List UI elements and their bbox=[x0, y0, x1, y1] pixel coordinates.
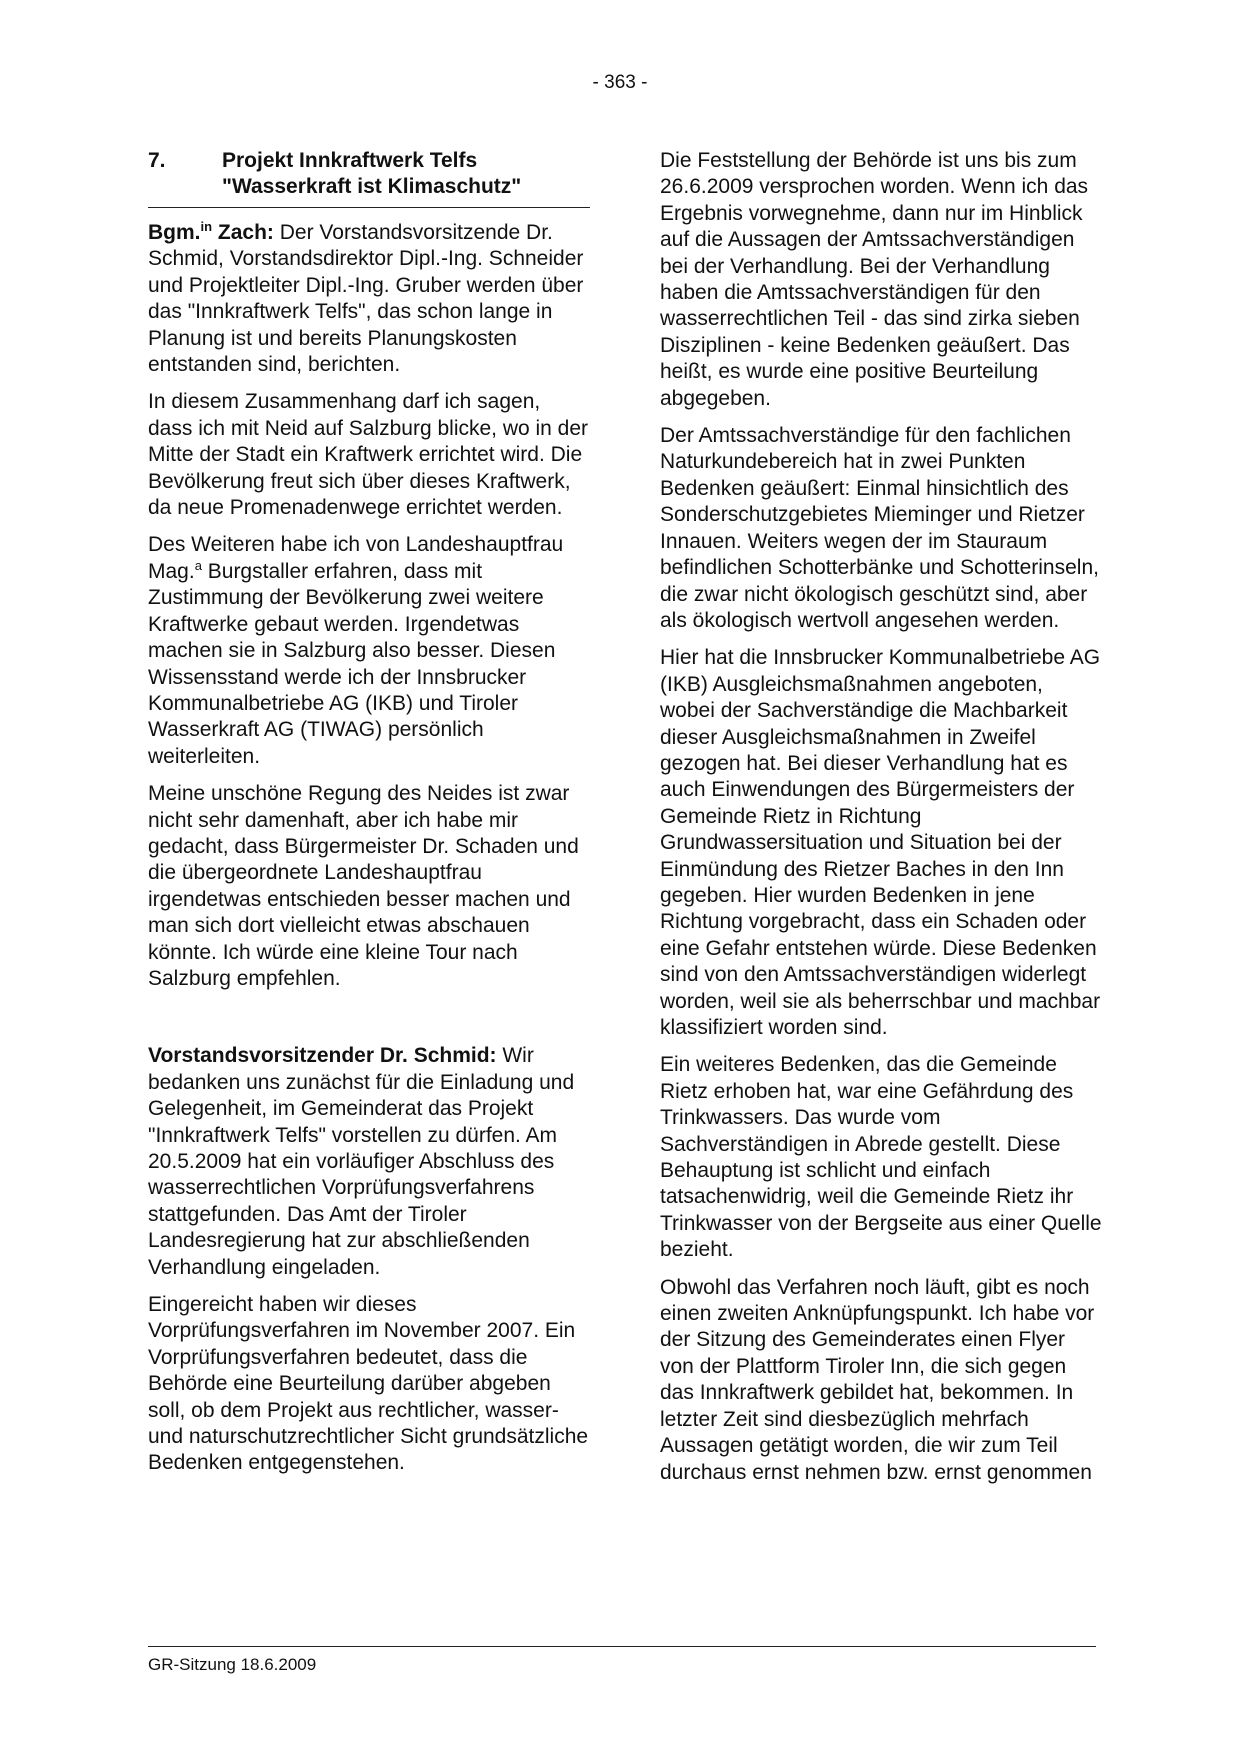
superscript: a bbox=[194, 557, 202, 573]
superscript: in bbox=[200, 219, 213, 234]
paragraph: Des Weiteren habe ich von Landeshauptfrau Mag.$^a$ Burgstaller erfahren, dass mit Zustimmung der Bevölkerung zwei weitere Kraftwerke gebaut werden. Irgendetwas machen sie in Salzburg also besser. Diesen Wissensstand werde ich der Innsbrucker Kommunalbetriebe AG (IKB) und Tiroler Wasserkraft AG (TIWAG) persönlich weiterleiten. bbox=[148, 533, 564, 768]
paragraph: Eingereicht haben wir dieses Vorprüfungsverfahren im November 2007. Ein Vorprüfungsverfahren bedeutet, dass die Behörde eine Beurteilung darüber abgeben soll, ob dem Projekt aus rechtlicher, wasser- und naturschutzrechtlicher Sicht grundsätzliche Bedenken entgegenstehen. bbox=[148, 1293, 589, 1475]
right-column bbox=[660, 148, 1102, 1497]
paragraph: Die Feststellung der Behörde ist uns bis zum 26.6.2009 versprochen worden. Wenn ich das Ergebnis vorwegnehme, dann nur im Hinblick auf die Aussagen der Amtssachverständigen bei der Verhandlung. Bei der Verhandlung haben die Amtssachverständigen für den wasserrechtlichen Teil - das sind zirka sieben Disziplinen - keine Bedenken geäußert. Das heißt, es wurde eine positive Beurteilung abgegeben. bbox=[660, 149, 1089, 410]
paragraph: Ein weiteres Bedenken, das die Gemeinde Rietz erhoben hat, war eine Gefährdung des Trinkwassers. Das wurde vom Sachverständigen in Abrede gestellt. Diese Behauptung ist schlicht und einfach tatsachenwidrig, weil die Gemeinde Rietz ihr Trinkwasser von der Bergseite aus einer Quelle bezieht. bbox=[660, 1053, 1102, 1262]
speaker-name: Bgm.$^{in}$ Zach: bbox=[148, 219, 274, 244]
page-number: - 363 - bbox=[592, 72, 648, 93]
left-column bbox=[148, 148, 590, 1488]
paragraph: Der Amtssachverständige für den fachlichen Naturkundebereich hat in zwei Punkten Bedenken geäußert: Einmal hinsichtlich des Sonderschutzgebietes Mieminger und Rietzer Innauen. Weiters wegen der im Stauraum befindlichen Schotterbänke und Schotterinseln, die zwar nicht ökologisch geschützt sind, aber als ökologisch wertvoll angesehen werden. bbox=[660, 424, 1099, 632]
page-footer: GR-Sitzung 18.6.2009 bbox=[148, 1646, 1096, 1675]
section-title-line-2: "Wasserkraft ist Klimaschutz" bbox=[222, 175, 522, 198]
paragraph: Bgm.$^{in}$ Zach: Der Vorstandsvorsitzende Dr. Schmid, Vorstandsdirektor Dipl.-Ing. Schneider und Projektleiter Dipl.-Ing. Gruber werden über das "Innkraftwerk Telfs", das schon lange in Planung ist und bereits Planungskosten entstanden sind, berichten. bbox=[148, 219, 584, 377]
paragraph: Hier hat die Innsbrucker Kommunalbetriebe AG (IKB) Ausgleichsmaßnahmen angeboten, wobei der Sachverständige die Machbarkeit dieser Ausgleichsmaßnahmen in Zweifel gezogen hat. Bei dieser Verhandlung hat es auch Einwendungen des Bürgermeisters der Gemeinde Rietz in Richtung Grundwassersituation und Situation bei der Einmündung des Rietzer Baches in den Inn gegeben. Hier wurden Bedenken in jene Richtung vorgebracht, dass ein Schaden oder eine Gefahr entstehen würde. Diese Bedenken sind von den Amtssachverständigen widerlegt worden, weil sie als beherrschbar und machbar klassifiziert worden sind. bbox=[660, 646, 1101, 1039]
paragraph: Obwohl das Verfahren noch läuft, gibt es noch einen zweiten Anknüpfungspunkt. Ich habe vor der Sitzung des Gemeinderates einen Flyer von der Plattform Tiroler Inn, die sich gegen das Innkraftwerk gebildet hat, bekommen. In letzter Zeit sind diesbezüglich mehrfach Aussagen getätigt worden, die wir zum Teil durchaus ernst nehmen bzw. ernst genommen bbox=[660, 1275, 1095, 1484]
paragraph: Meine unschöne Regung des Neides ist zwar nicht sehr damenhaft, aber ich habe mir gedacht, dass Bürgermeister Dr. Schaden und die übergeordnete Landeshauptfrau irgendetwas entschieden besser machen und man sich dort vielleicht etwas abschauen könnte. Ich würde eine kleine Tour nach Salzburg empfehlen. bbox=[148, 782, 579, 990]
section-title bbox=[222, 148, 590, 200]
speaker-name: Vorstandsvorsitzender Dr. Schmid: bbox=[148, 1044, 497, 1068]
section-heading bbox=[148, 148, 590, 208]
paragraph: In diesem Zusammenhang darf ich sagen, dass ich mit Neid auf Salzburg blicke, wo in der Mitte der Stadt ein Kraftwerk errichtet wird. Die Bevölkerung freut sich über dieses Kraftwerk, da neue Promenadenwege errichtet werden. bbox=[148, 390, 589, 520]
paragraph: Vorstandsvorsitzender Dr. Schmid: Wir bedanken uns zunächst für die Einladung und Gelegenheit, im Gemeinderat das Projekt "Innkraftwerk Telfs" vorstellen zu dürfen. Am 20.5.2009 hat ein vorläufiger Abschluss des wasserrechtlichen Vorprüfungsverfahrens stattgefunden. Das Amt der Tiroler Landesregierung hat zur abschließenden Verhandlung eingeladen. bbox=[148, 1044, 575, 1279]
spacer bbox=[148, 1003, 590, 1043]
section-number: 7. bbox=[148, 149, 166, 172]
section-title-line-1: Projekt Innkraftwerk Telfs bbox=[222, 149, 478, 172]
